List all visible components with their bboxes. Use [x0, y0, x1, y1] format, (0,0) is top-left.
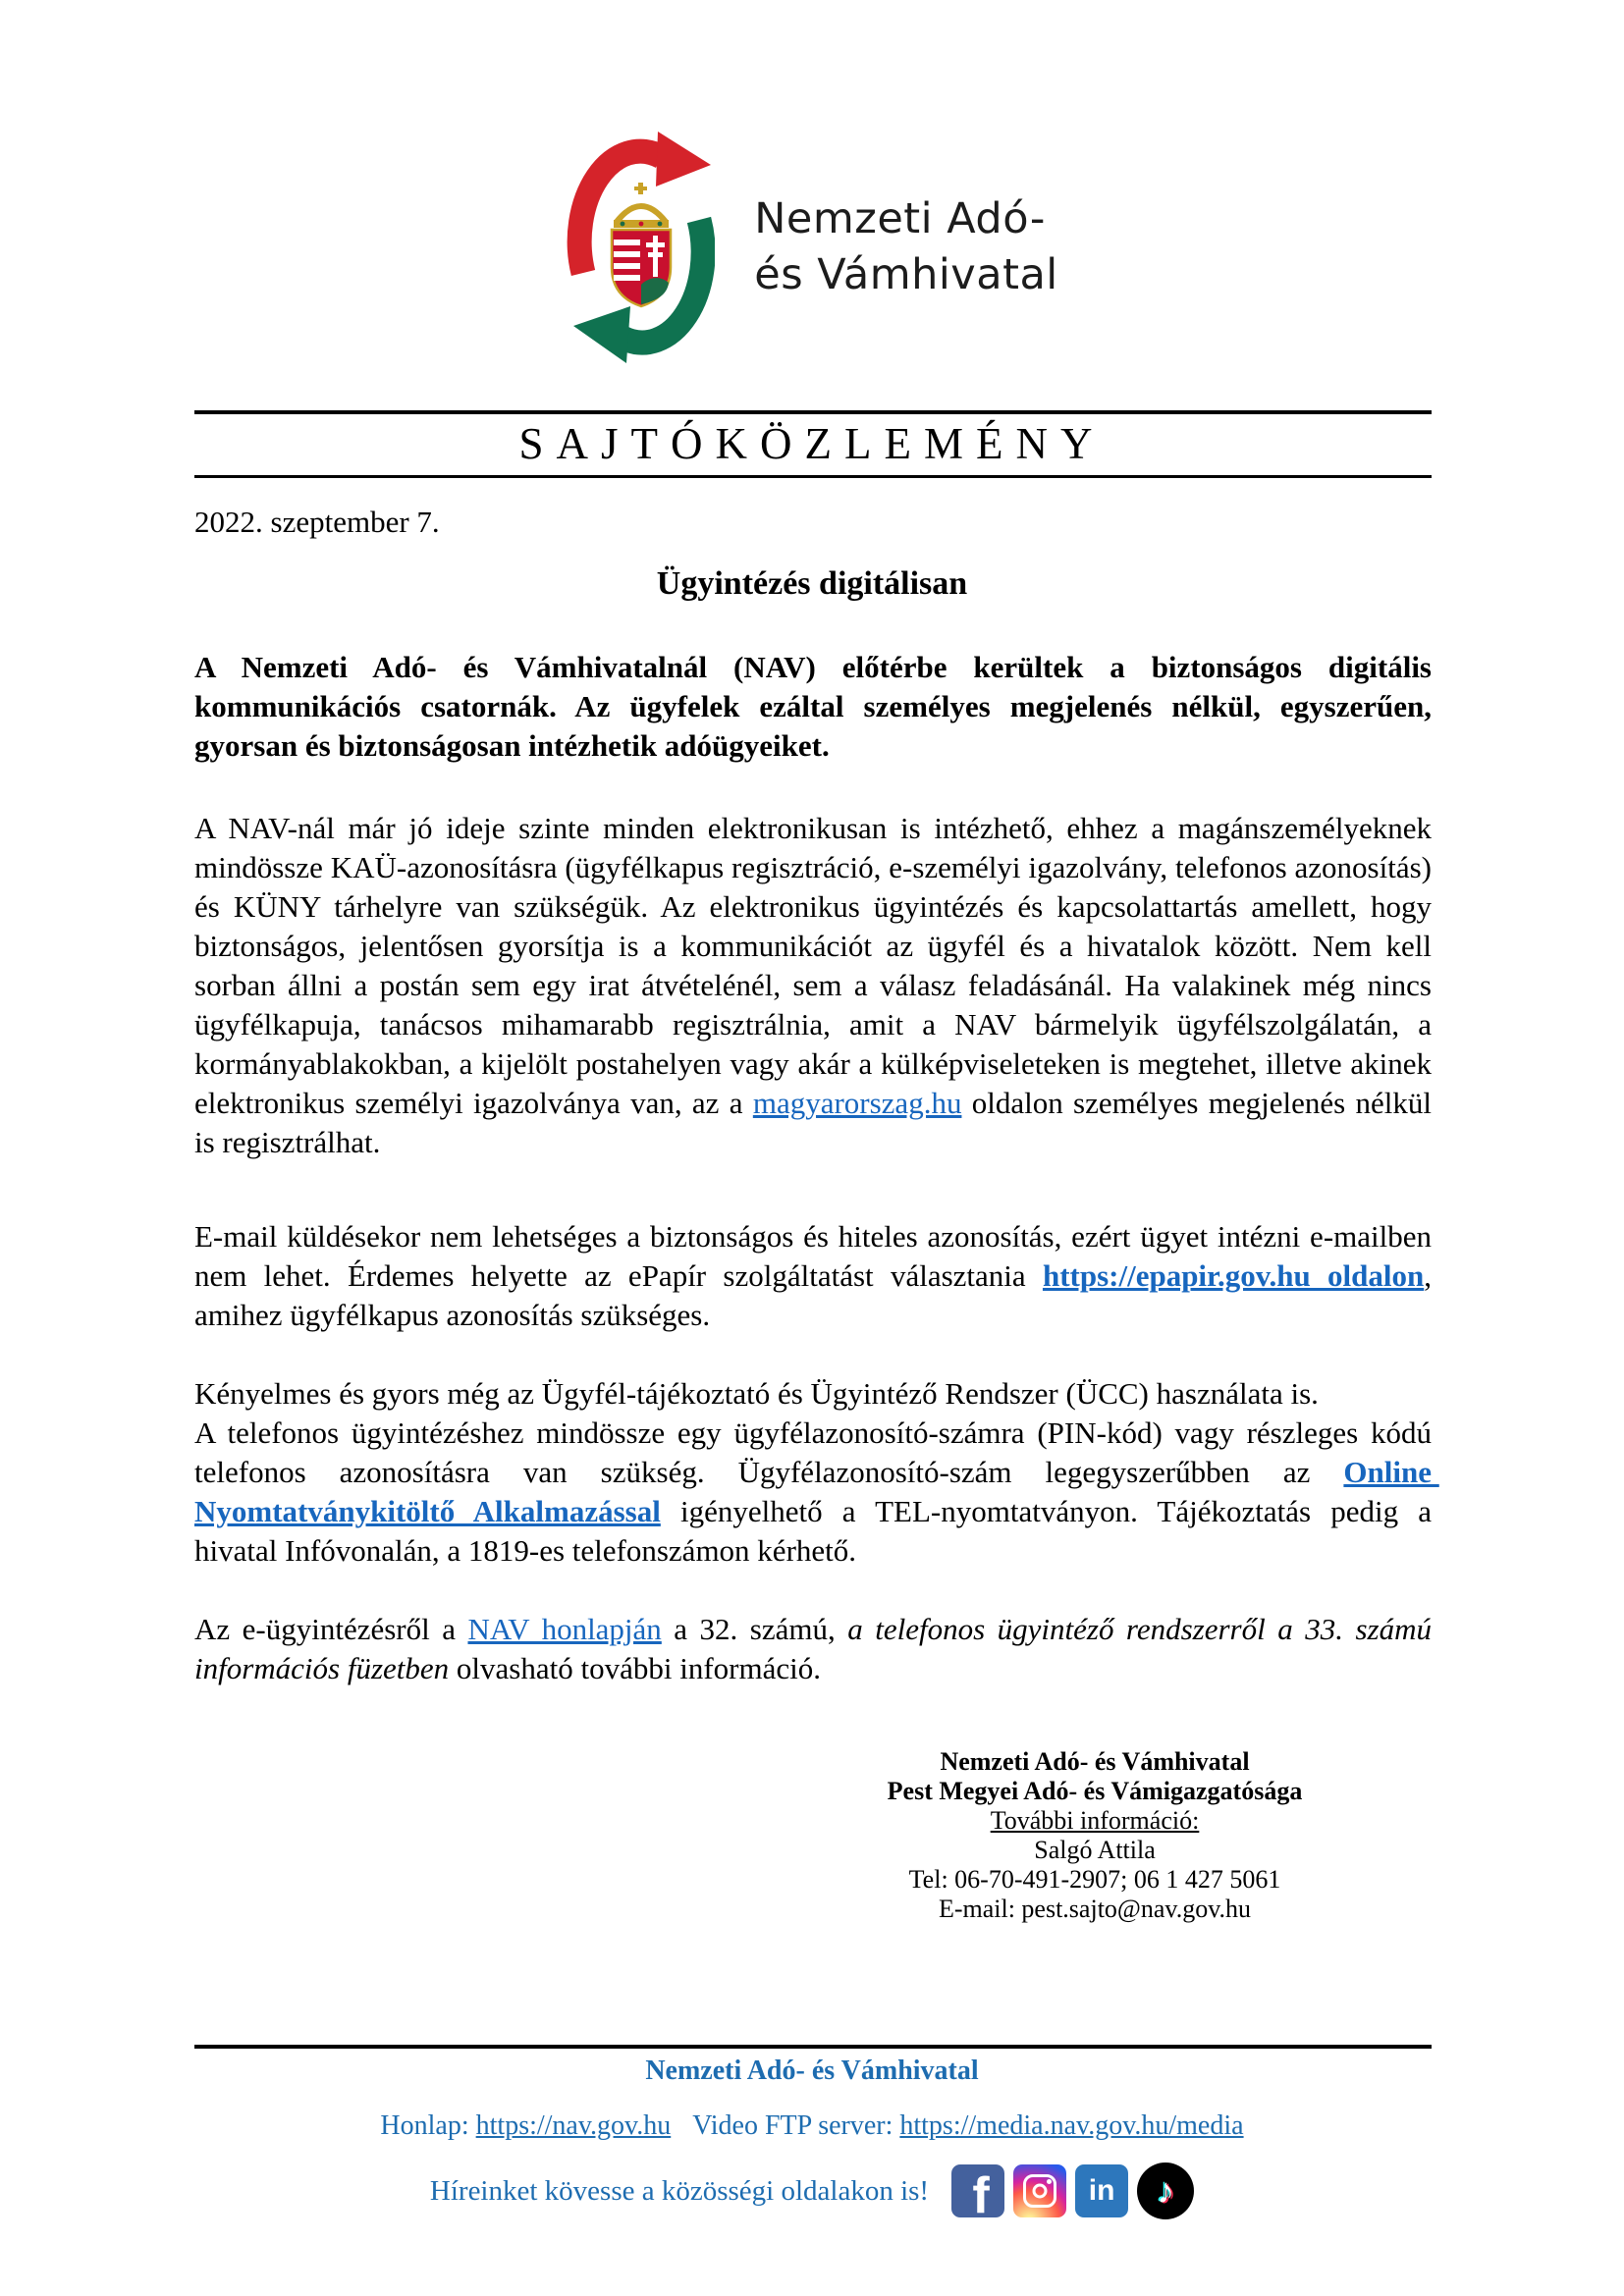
- nav-logo: [0, 124, 1624, 371]
- nav-logo-wordmark: [754, 191, 1058, 303]
- signature-line: Salgó Attila: [1034, 1836, 1156, 1864]
- signature-line: Nemzeti Adó- és Vámhivatal: [940, 1747, 1250, 1776]
- linkedin-icon[interactable]: [1075, 2164, 1128, 2217]
- nav-logo-emblem: [566, 124, 715, 371]
- text-segment: A Nemzeti Adó- és Vámhivatalnál (NAV) előtérbe kerültek a biztonságos digitális kommunikációs csatornák. Az ügyfelek ezáltal személyes megjelenés nélkül, egyszerűen, gyorsan és biztonságosan intézhetik adóügyeiket.: [194, 650, 1439, 763]
- header-rule-top: [194, 410, 1432, 414]
- body-paragraph: [194, 809, 1439, 1162]
- inline-link[interactable]: Online Nyomtatványkitöltő Alkalmazással: [194, 1455, 1439, 1528]
- ftp-link[interactable]: https://media.nav.gov.hu/media: [899, 2110, 1244, 2141]
- homepage-link[interactable]: https://nav.gov.hu: [475, 2110, 672, 2141]
- footer-organization: Nemzeti Adó- és Vámhivatal: [645, 2056, 979, 2086]
- tiktok-note-glyph: ♪: [1157, 2170, 1175, 2211]
- text-segment: A telefonos ügyintézéshez mindössze egy ügyfélazonosító-számra (PIN-kód) vagy részleges kódú telefonos azonosításra van szükség. Ügyfélazonosító-szám legegyszerűbben az: [194, 1415, 1439, 1489]
- header-rule-bottom: [194, 475, 1432, 478]
- inline-link[interactable]: NAV honlapján: [467, 1612, 662, 1646]
- text-segment: a 32. számú,: [661, 1612, 848, 1646]
- homepage-label: Honlap:: [380, 2110, 476, 2141]
- text-segment: oldalon személyes megjelenés nélkül is regisztrálhat.: [194, 1086, 1439, 1159]
- text-segment: olvasható további információ.: [449, 1651, 821, 1685]
- lead-paragraph: [194, 648, 1439, 766]
- document-title: Ügyintézés digitálisan: [656, 565, 968, 602]
- ftp-label: Video FTP server:: [692, 2110, 900, 2141]
- facebook-f-glyph: f: [972, 2167, 990, 2217]
- social-follow-text: Híreinket kövesse a közösségi oldalakon is!: [429, 2174, 930, 2207]
- body-paragraph: [194, 1374, 1439, 1571]
- signature-line: E-mail: pest.sajto@nav.gov.hu: [938, 1895, 1252, 1923]
- facebook-icon[interactable]: [951, 2164, 1004, 2217]
- signature-line: További információ:: [990, 1806, 1200, 1835]
- footer-links: [0, 2110, 1624, 2142]
- release-date: 2022. szeptember 7.: [194, 505, 440, 539]
- inline-link[interactable]: magyarorszag.hu: [752, 1086, 962, 1120]
- wordmark-line-2: és Vámhivatal: [754, 250, 1058, 299]
- tiktok-icon[interactable]: [1137, 2163, 1194, 2219]
- signature-line: Pest Megyei Adó- és Vámigazgatósága: [887, 1777, 1303, 1805]
- instagram-camera-glyph: [1023, 2174, 1056, 2208]
- instagram-icon[interactable]: [1013, 2164, 1066, 2217]
- text-segment: igényelhető a TEL-nyomtatványon. Tájékoztatás pedig a hivatal Infóvonalán, a 1819-es telefonszámon kérhető.: [194, 1494, 1439, 1568]
- text-segment: Az e-ügyintézésről a: [194, 1612, 468, 1646]
- signature-block: [800, 1747, 1389, 1924]
- instagram-lens: [1033, 2184, 1048, 2199]
- text-segment: A NAV-nál már jó ideje szinte minden elektronikusan is intézhető, ehhez a magánszemélyeknek mindössze KAÜ-azonosításra (ügyfélkapus regisztráció, e-személyi igazolvány, telefonos azonosítás) és KÜNY tárhelyre van szükségük. Az elektronikus ügyintézés és kapcsolattartás amellett, hogy biztonságos, jelentősen gyorsítja is a kommunikációt az ügyfél és a hivatalok között. Nem kell sorban állni a postán sem egy irat átvételénél, sem a válasz feladásánál. Ha valakinek még nincs ügyfélkapuja, tanácsos mihamarabb regisztrálnia, amit a NAV bármelyik ügyfélszolgálatán, a kormányablakokban, a kijelölt postahelyen vagy akár a külképviseleteken is megtehet, illetve akinek elektronikus személyi igazolványa van, az a: [194, 811, 1439, 1120]
- body-paragraph: [194, 1217, 1439, 1335]
- footer-rule: [194, 2045, 1432, 2049]
- inline-link[interactable]: https://epapir.gov.hu oldalon: [1042, 1258, 1425, 1293]
- body-paragraph: [194, 1610, 1439, 1688]
- wordmark-line-1: Nemzeti Adó-: [754, 194, 1046, 243]
- text-segment: , amihez ügyfélkapus azonosítás szükséges.: [194, 1258, 1439, 1332]
- signature-line: Tel: 06-70-491-2907; 06 1 427 5061: [908, 1865, 1281, 1894]
- press-release-banner: SAJTÓKÖZLEMÉNY: [518, 419, 1106, 468]
- text-segment: a telefonos ügyintéző rendszerről a 33. számú információs füzetben: [194, 1612, 1439, 1685]
- social-row: [0, 2163, 1624, 2219]
- instagram-flash-dot: [1047, 2179, 1052, 2184]
- linkedin-in-glyph: in: [1088, 2174, 1115, 2207]
- text-segment: Kényelmes és gyors még az Ügyfél-tájékoztató és Ügyintéző Rendszer (ÜCC) használata is.: [194, 1376, 1319, 1411]
- text-segment: E-mail küldésekor nem lehetséges a biztonságos és hiteles azonosítás, ezért ügyet intézni e-mailben nem lehet. Érdemes helyette az ePapír szolgáltatást választania: [194, 1219, 1439, 1293]
